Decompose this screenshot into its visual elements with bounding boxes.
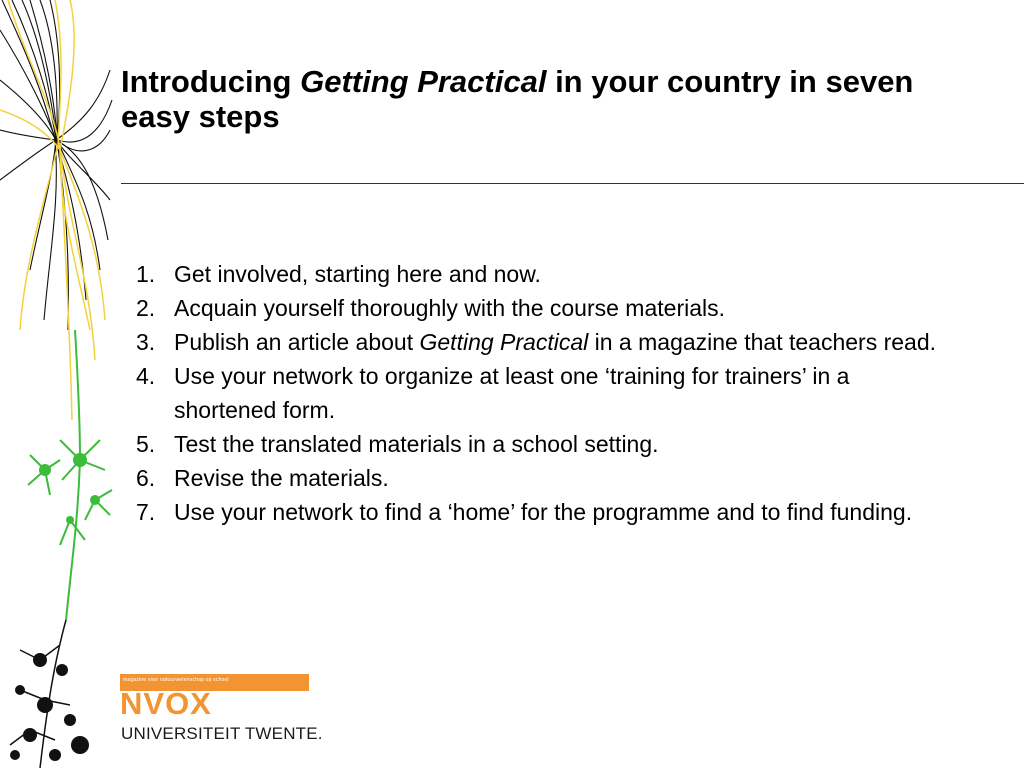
step-number: 3. xyxy=(136,329,156,355)
step-number: 1. xyxy=(136,261,156,287)
step-text: Test the translated materials in a school setting. xyxy=(174,431,659,457)
title-part-1: Introducing xyxy=(121,64,301,99)
step-text-after: in a magazine that teachers read. xyxy=(588,329,937,355)
step-item xyxy=(136,359,956,427)
step-text-before: Publish an article about xyxy=(174,329,420,355)
step-number: 5. xyxy=(136,431,156,457)
nvox-logo: NVOX xyxy=(120,686,212,721)
footer-logos xyxy=(120,674,323,746)
title-italic: Getting Practical xyxy=(300,64,547,99)
step-item xyxy=(136,461,956,495)
step-number: 6. xyxy=(136,465,156,491)
step-text: Revise the materials. xyxy=(174,465,389,491)
steps-list xyxy=(136,257,956,529)
step-text-italic: Getting Practical xyxy=(419,329,589,355)
step-text xyxy=(174,325,956,359)
university-twente-logo: UNIVERSITEIT TWENTE. xyxy=(121,724,323,743)
step-text: Acquain yourself thoroughly with the course materials. xyxy=(174,295,726,321)
step-number: 4. xyxy=(136,363,156,389)
decorative-neuron-illustration xyxy=(0,0,115,768)
step-number: 7. xyxy=(136,499,156,525)
step-item xyxy=(136,291,956,325)
step-text: Get involved, starting here and now. xyxy=(174,261,541,287)
step-item xyxy=(136,325,956,359)
nvox-tagline: magazine voor natuurwetenschap op school xyxy=(123,677,229,683)
slide-title xyxy=(121,64,981,134)
step-item xyxy=(136,495,956,529)
step-text: Use your network to find a ‘home’ for the programme and to find funding. xyxy=(174,499,913,525)
step-number: 2. xyxy=(136,295,156,321)
title-part-2: in your country in seven easy steps xyxy=(121,64,914,134)
step-text: Use your network to organize at least one ‘training for trainers’ in a shortened form. xyxy=(174,363,850,423)
step-item xyxy=(136,257,956,291)
step-item xyxy=(136,427,956,461)
title-divider xyxy=(121,183,1024,184)
